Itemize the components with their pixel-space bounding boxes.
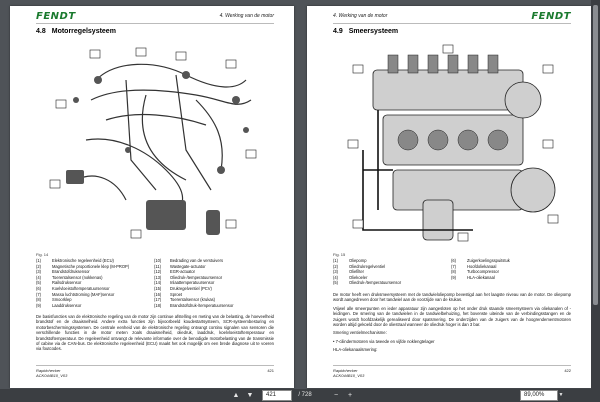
legend-text: Brandstofdruksensor: [52, 269, 90, 275]
footer-brand: Rapidchecker: [36, 368, 61, 373]
fendt-logo: FENDT: [531, 11, 571, 22]
legend-item: [451, 275, 510, 281]
legend-number: (5): [36, 280, 42, 286]
zoom-level[interactable]: 89,00%: [520, 390, 558, 401]
section-number: 4.9: [333, 28, 343, 35]
legend-item: [154, 303, 233, 309]
legend-number: (1): [36, 258, 42, 263]
legend-text: Toerentalsensor (krukas): [170, 297, 216, 303]
section-heading: [36, 28, 116, 35]
prev-page-button[interactable]: [230, 390, 242, 401]
paragraph: HLA-oliekanaalsmering:: [333, 347, 378, 353]
legend-text: Oliedruk-/temperatuursensor: [349, 280, 402, 286]
viewer-toolbar: [0, 389, 600, 402]
up-arrow-icon: ▲: [232, 392, 240, 399]
legend-text: Oliefilter: [349, 269, 365, 275]
legend-number: (7): [451, 263, 457, 269]
legend-text: Massa luchtstroming (MAF)sensor: [52, 291, 115, 297]
legend-number: (3): [36, 269, 42, 275]
header-title: 4. Werking van de motor: [219, 13, 274, 19]
body-text: [333, 292, 571, 356]
legend-text: Toerentalsensor (nokkenas): [52, 274, 103, 280]
legend-number: (9): [451, 274, 457, 280]
lubrication-illustration: [333, 40, 568, 245]
legend-number: (11): [154, 263, 161, 269]
section-number: 4.8: [36, 28, 46, 35]
legend-col-right: [154, 258, 233, 308]
page-421: [10, 6, 294, 388]
legend-col-right: [451, 258, 510, 280]
legend-text: Hoofdoliekanaal: [467, 263, 497, 269]
footer-docid: ACK044B10_V03: [36, 373, 68, 378]
footer-docid: ACK044B10_V03: [333, 373, 365, 378]
legend-number: (6): [36, 285, 42, 291]
next-page-button[interactable]: [244, 390, 256, 401]
page-footer: [333, 365, 571, 380]
engine-control-illustration: [36, 40, 271, 245]
minus-icon: −: [333, 392, 339, 399]
section-title: Smeersysteem: [348, 28, 399, 35]
paragraph: Smering ventielmechanisme:: [333, 330, 387, 336]
page-total: / 728: [298, 392, 312, 398]
legend-text: Oliedrukregelventiel: [349, 263, 386, 269]
legend-text: HLA-oliekanaal: [467, 274, 495, 280]
zoom-out-button[interactable]: [330, 390, 342, 401]
section-heading: [333, 28, 398, 35]
chevron-down-icon: ▼: [558, 392, 564, 398]
legend-number: (6): [451, 258, 457, 263]
body-text: [36, 314, 274, 355]
header-title: 4. Werking van de motor: [333, 13, 388, 19]
legend-number: (10): [154, 258, 162, 263]
legend-text: Magnetische proportionele klep (M-PROP): [52, 263, 130, 269]
zoom-dropdown-button[interactable]: [556, 390, 566, 401]
legend-number: (13): [154, 274, 162, 280]
legend-number: (14): [154, 280, 162, 286]
section-title: Motorregelsysteem: [51, 28, 116, 35]
legend-number: (8): [36, 297, 42, 303]
legend-number: (4): [333, 274, 339, 280]
legend-text: Laaddruksensor: [52, 302, 82, 308]
figure-caption: Fig. 14: [36, 252, 49, 257]
page-header: [36, 11, 274, 24]
page-header: [333, 11, 571, 24]
legend-text: Elektronische regeleenheid (ECU): [52, 258, 114, 263]
legend-text: Turbocompressor: [467, 269, 499, 275]
legend-number: (17): [154, 297, 162, 303]
legend-text: Oliedruk-/temperatuursensor: [170, 274, 223, 280]
legend-number: (3): [333, 269, 339, 275]
legend-text: Smoorklep: [52, 297, 72, 303]
down-arrow-icon: ▼: [246, 392, 254, 399]
legend-text: Brandstoftdruk-/temperatuursensor: [170, 302, 234, 308]
legend-item: [333, 280, 401, 286]
legend-text: Sproet: [170, 291, 183, 297]
legend-item: [36, 303, 129, 309]
page-422: [307, 6, 591, 388]
legend-text: Oliekoeler: [349, 274, 368, 280]
plus-icon: +: [347, 392, 353, 399]
legend-text: Bedrading van de verstuivers: [170, 258, 224, 263]
figure-legend: [333, 258, 573, 288]
page-number: 422: [564, 368, 571, 373]
legend-text: Koelvloeistoftemperatuursensor: [52, 285, 110, 291]
legend-col-left: [36, 258, 129, 308]
legend-number: (2): [333, 263, 339, 269]
legend-number: (9): [36, 302, 42, 308]
page-number: 421: [267, 368, 274, 373]
legend-number: (8): [451, 269, 457, 275]
bullet-text: 7-cilindermotoren via tweede en vijfde noklengtelager: [335, 338, 435, 344]
scrollbar-thumb[interactable]: [593, 5, 598, 305]
paragraph: Vrijwel alle smeerpunten en ieder apparatuur zijn aangesloten op het onder druk staande smeersysteem via oliekanalen of -leidingen. De smering van de tandwielen in de tandwielbehuizing, het bovenste uiteinde van de verbindingsstangen en de zuigers wordt hoofdzakelijk gerealiseerd door spatsmering. De onderzijden van de zuigers van de hoogrendementmotoren worden altijd gekoeld door de oliestraal wanneer de oliedruk hoger is dan 3 bar.: [333, 305, 571, 328]
legend-col-left: [333, 258, 401, 286]
legend-text: Railsdruksensor: [52, 280, 82, 286]
zoom-in-button[interactable]: [344, 390, 356, 401]
legend-number: (5): [333, 280, 339, 286]
figure-legend: [36, 258, 276, 310]
legend-number: (18): [154, 302, 162, 308]
legend-number: (15): [154, 285, 162, 291]
legend-number: (1): [333, 258, 339, 263]
legend-number: (12): [154, 269, 162, 275]
bullet-item: • 7-cilindermotoren via tweede en vijfde noklengtelager: [333, 338, 435, 344]
legend-number: (16): [154, 291, 162, 297]
legend-number: (7): [36, 291, 42, 297]
figure-caption: Fig. 15: [333, 252, 346, 257]
legend-number: (2): [36, 263, 42, 269]
paragraph: De motor heeft een druksmeersysteem met de tandwieloliepomp bevestigd aan het laagste niveau van de motor. De oliepomp wordt aangedreven door het tandwiel aan de voorzijde van de krukas.: [333, 292, 571, 303]
legend-text: Drukregelventiel (PCV): [170, 285, 212, 291]
fendt-logo: FENDT: [36, 11, 76, 22]
page-number-input[interactable]: 421: [262, 390, 292, 401]
legend-text: Inlaattemperatuursensor: [170, 280, 215, 286]
legend-number: (4): [36, 274, 42, 280]
legend-text: EGR-actuator: [170, 269, 196, 275]
page-footer: [36, 365, 274, 380]
legend-text: Oliepomp: [349, 258, 367, 263]
paragraph: De basisfuncties van de elektronische regeling van de motor zijn continue afstelling en meting van de belasting, de hoeveelheid brandstof en de draaisnelheid. Andere extra functies zijn bijvoorbeeld koudestartsysteem, SCR-systeembesturing en motorbeschermingssystemen. De centrale eenheid van de elektronische regeling ontvangt continu signalen van sensoren die verschillende functies in de motor meten zoals draaisnelheid, oliedruk, laaddruk, koelvloeistoftemperatuur en brandstoftemperatuur. De regeleenheid ontvangt de relevante informatie over de benodigde motorbelasting van de transmissie of cabine via de CAN-bus. De elektronische regeleenheid (ECU) maakt het ook mogelijk om een brede diagnose uit te voeren via foutcodes.: [36, 314, 274, 352]
legend-text: Wastegate-actuator: [170, 263, 206, 269]
footer-brand: Rapidchecker: [333, 368, 358, 373]
legend-text: Zuigerkoelingsspuitstuk: [467, 258, 510, 263]
